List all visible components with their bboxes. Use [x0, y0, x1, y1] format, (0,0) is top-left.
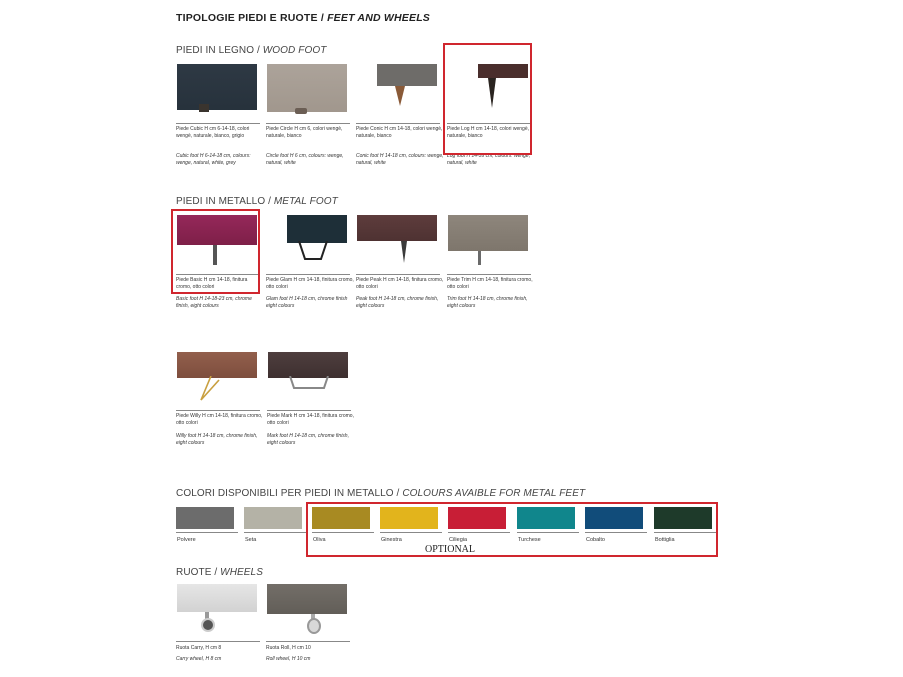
glam-caption-it: Piede Glam H cm 14-18, finitura cromo, otto colori — [266, 277, 354, 291]
colors-section-title: COLORI DISPONIBILI PER PIEDI IN METALLO / COLOURS AVAIBLE FOR METAL FEET — [176, 488, 586, 499]
mark-leg-icon — [286, 376, 336, 396]
swatch-label-oliva: Oliva — [313, 537, 326, 543]
basic-caption-it: Piede Basic H cm 14-18, finitura cromo, otto colori — [176, 277, 248, 291]
willy-leg-icon — [197, 376, 227, 404]
swatch-label-bottiglia: Bottiglia — [655, 537, 675, 543]
carry-wheel-image — [177, 584, 257, 640]
divider — [266, 123, 350, 124]
trim-caption-en: Trim foot H 14-18 cm, chrome finish, eight colours — [447, 296, 528, 310]
swatch-label-turchese: Turchese — [518, 537, 541, 543]
roll-caption-en: Roll wheel, H 10 cm — [266, 656, 311, 662]
glam-caption-en: Glam foot H 14-18 cm, chrome finish eight colours — [266, 296, 348, 310]
roll-wheel-image — [267, 584, 347, 640]
peak-caption-en: Peak foot H 14-18 cm, chrome finish, eight colours — [356, 296, 439, 310]
divider — [356, 123, 440, 124]
divider — [176, 641, 260, 642]
divider — [447, 274, 531, 275]
circle-caption-it: Piede Circle H cm 6, colori wengè, naturale, bianco — [266, 126, 343, 140]
wheels-section-title: RUOTE / WHEELS — [176, 567, 263, 578]
willy-foot-image — [177, 352, 257, 408]
conic-caption-it: Piede Conic H cm 14-18, colori wengè, naturale, bianco — [356, 126, 443, 140]
divider — [266, 274, 350, 275]
swatch-label-seta: Seta — [245, 537, 257, 543]
willy-caption-en: Willy foot H 14-18 cm, chrome finish, eight colours — [176, 433, 258, 447]
swatch-seta — [244, 507, 302, 529]
swatch-label-ciliegia: Ciliegia — [449, 537, 468, 543]
highlight-box-optional-colors — [306, 502, 718, 557]
divider — [176, 532, 238, 533]
trim-caption-it: Piede Trim H cm 14-18, finitura cromo, otto colori — [447, 277, 533, 291]
divider — [176, 410, 260, 411]
glam-leg-icon — [295, 241, 335, 263]
peak-caption-it: Piede Peak H cm 14-18, finitura cromo, otto colori — [356, 277, 444, 291]
page-title: TIPOLOGIE PIEDI E RUOTE / FEET AND WHEELS — [176, 12, 431, 24]
divider — [356, 274, 440, 275]
metal-foot-section-title: PIEDI IN METALLO / METAL FOOT — [176, 196, 338, 207]
willy-caption-it: Piede Willy H cm 14-18, finitura cromo, otto colori — [176, 413, 263, 427]
log-caption-en: Log foot H 14-18 cm, colours: wenge, natural, white — [447, 153, 531, 167]
carry-caption-en: Carry wheel, H 8 cm — [176, 656, 222, 662]
swatch-polvere — [176, 507, 234, 529]
cubic-caption-it: Piede Cubic H cm 6-14-18, colori wengè, naturale, bianco, grigio — [176, 126, 250, 140]
log-caption-it: Piede Log H cm 14-18, colori wengè, naturale, bianco — [447, 126, 529, 140]
highlight-box-basic — [171, 209, 260, 294]
divider — [267, 410, 351, 411]
mark-foot-image — [268, 352, 348, 408]
conic-foot-image — [357, 64, 437, 120]
mark-caption-it: Piede Mark H cm 14-18, finitura cromo, otto colori — [267, 413, 354, 427]
trim-foot-image — [448, 215, 528, 271]
swatch-label-polvere: Polvere — [177, 537, 196, 543]
divider — [266, 641, 350, 642]
circle-caption-en: Circle foot H 6 cm, colours: wenge, natural, white — [266, 153, 344, 167]
carry-caption-it: Ruota Carry, H cm 8 — [176, 645, 222, 651]
wood-foot-section-title: PIEDI IN LEGNO / WOOD FOOT — [176, 45, 327, 56]
swatch-label-cobalto: Cobalto — [586, 537, 605, 543]
divider — [176, 123, 260, 124]
swatch-label-ginestra: Ginestra — [381, 537, 402, 543]
cubic-caption-en: Cubic foot H 6-14-18 cm, colours: wenge, natural, white, grey — [176, 153, 251, 167]
glam-foot-image — [267, 215, 347, 271]
roll-caption-it: Ruota Roll, H cm 10 — [266, 645, 311, 651]
circle-foot-image — [267, 64, 347, 120]
basic-caption-en: Basic foot H 14-18-23 cm, chrome finish, eight colours — [176, 296, 252, 310]
highlight-box-log — [443, 43, 532, 155]
peak-foot-image — [357, 215, 437, 271]
conic-caption-en: Conic foot H 14-18 cm, colours: wenge, natural, white — [356, 153, 444, 167]
optional-label: OPTIONAL — [425, 544, 475, 555]
cubic-foot-image — [177, 64, 257, 120]
divider — [244, 532, 306, 533]
mark-caption-en: Mark foot H 14-18 cm, chrome finish, eight colours — [267, 433, 349, 447]
